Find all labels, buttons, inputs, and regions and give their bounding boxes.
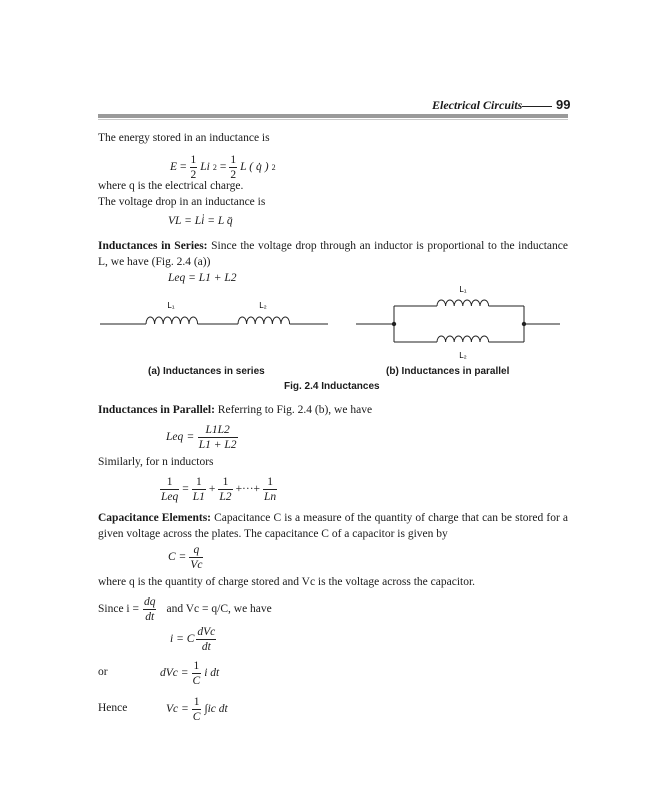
series-inductor-l1 [146,317,198,324]
voltage-intro: The voltage drop in an inductance is [98,196,266,208]
hence-label: Hence [98,702,128,714]
parallel-inductor-l1 [437,300,489,306]
series-circuit [100,317,328,324]
parallel-node-right [522,322,526,326]
energy-equation: E = $\frac{1}{2}$ Li 2 = $\frac{1}{2}$ L ( q̇ ) 2 [170,153,276,181]
parallel-equation: Leq = $\frac{L1L2}{L1 + L2}$ [166,423,237,451]
header-rule-thick [98,114,568,118]
vc-equation: Vc = $\frac{1}{C}$ ∫ic dt [166,695,228,723]
or-label: or [98,666,108,678]
running-header-title: Electrical Circuits [432,98,523,112]
header-dash [522,106,552,107]
figure-caption-b: (b) Inductances in parallel [386,366,510,377]
capacitance-where: where q is the quantity of charge stored and Vc is the voltage across the capacitor. [98,576,476,588]
series-equation: Leq = L1 + L2 [168,272,237,284]
page-number: 99 [556,97,571,112]
n-inductors-equation: 1 Leq = $\frac{1}{L1}$ + $\frac{1}{L2}$ +···+ $\frac{1}{Ln}$ [161,475,277,503]
voltage-equation: VL = Li̇ = L q̈ [168,215,233,227]
capacitance-equation: C = $\frac{q}{Vc}$ [168,543,203,571]
energy-intro: The energy stored in an inductance is [98,132,270,144]
header-rule-thin [98,119,568,120]
series-paragraph: Inductances in Series: Since the voltage drop through an inductor is proportional to the inductance L, we have (Fig. 2.4 (a)) [98,240,568,268]
series-inductor-l2 [238,317,290,324]
parallel-similarly: Similarly, for n inductors [98,456,214,468]
figure-caption-a: (a) Inductances in series [148,366,265,377]
parallel-node-left [392,322,396,326]
parallel-paragraph: Inductances in Parallel: Referring to Fig. 2.4 (b), we have [98,404,373,416]
parallel-label-l2: L₂ [459,351,467,360]
inductances-figure [98,282,568,362]
parallel-circuit [356,300,560,342]
current-equation: i = C dVc dt [170,625,216,653]
parallel-label-l1: L₁ [459,285,467,294]
parallel-inductor-l2 [437,336,489,342]
since-line: Since i = $\frac{dq}{dt}$ and Vc = q/C, we have [98,595,272,623]
energy-where: where q is the electrical charge. [98,180,244,192]
figure-title: Fig. 2.4 Inductances [284,381,380,392]
series-label-l1: L₁ [167,301,175,310]
series-label-l2: L₂ [259,301,267,310]
capacitance-paragraph: Capacitance Elements: Capacitance C is a measure of the quantity of charge that can be stored for a given voltage across the plates. The capacitance C of a capacitor is given by [98,512,569,540]
dvc-equation: dVc = $\frac{1}{C}$ i dt [160,659,220,687]
